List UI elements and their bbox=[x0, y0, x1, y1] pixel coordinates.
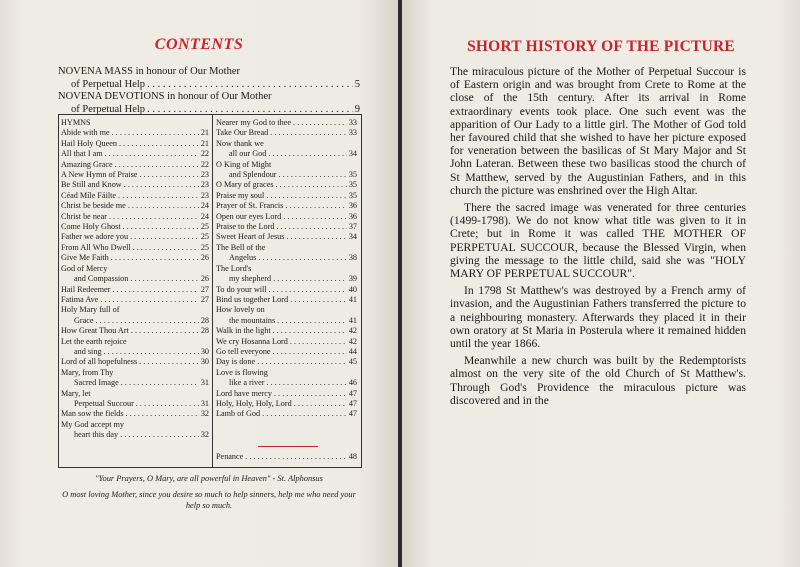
hymn-entry bbox=[61, 399, 209, 409]
leader-dots bbox=[285, 201, 347, 211]
page-number: 33 bbox=[348, 118, 357, 127]
history-paragraph: In 1798 St Matthew's was destroyed by a French army of invasion, and the Augustinian Fathers transferred the picture to a neighbouring monastery. Afterwards they placed it in their own oratory at St Maria in Posterula where it remained hidden until the year 1866. bbox=[450, 284, 746, 351]
hymn-title: my shepherd bbox=[229, 274, 272, 284]
hymn-entry bbox=[216, 232, 357, 242]
hymn-entry bbox=[61, 253, 209, 263]
hymn-title: Day is done bbox=[216, 357, 256, 367]
hymn-title: Praise to the Lord bbox=[216, 222, 275, 232]
hymns-left-list bbox=[61, 128, 209, 440]
hymn-title: O King of Might bbox=[216, 159, 272, 169]
hymn-entry bbox=[61, 160, 209, 170]
hymn-entry bbox=[61, 316, 209, 326]
leader-dots bbox=[270, 128, 347, 138]
hymn-entry bbox=[61, 128, 209, 138]
page-number: 24 bbox=[200, 211, 209, 221]
leader-dots bbox=[111, 253, 199, 263]
leader-dots bbox=[273, 326, 347, 336]
hymn-title: Let the earth rejoice bbox=[61, 336, 127, 346]
page-number: 5 bbox=[354, 78, 360, 90]
hymn-title: Man sow the fields bbox=[61, 409, 124, 419]
page-number: 22 bbox=[200, 159, 209, 169]
leader-dots bbox=[269, 285, 347, 295]
page-number: 36 bbox=[348, 211, 357, 221]
leader-dots bbox=[277, 316, 347, 326]
hymn-title: Sacred Image bbox=[74, 378, 119, 388]
novena-row bbox=[58, 79, 360, 92]
page-number: 30 bbox=[200, 357, 209, 367]
page-number: 47 bbox=[348, 398, 357, 408]
left-page bbox=[0, 0, 398, 567]
novena-list bbox=[58, 66, 360, 116]
novena-entry bbox=[58, 66, 360, 91]
hymn-entry bbox=[61, 368, 209, 378]
page-number: 35 bbox=[348, 180, 357, 190]
history-title: SHORT HISTORY OF THE PICTURE bbox=[467, 38, 735, 55]
page-number: 46 bbox=[348, 378, 357, 388]
hymn-title: Perpetual Succour bbox=[74, 398, 134, 408]
hymn-entry bbox=[216, 347, 357, 357]
page-number: 26 bbox=[200, 253, 209, 263]
leader-dots bbox=[118, 191, 199, 201]
hymns-box bbox=[58, 114, 362, 468]
history-paragraph: Meanwhile a new church was built by the Redemptorists almost on the very site of the old Church of St Matthew's. Through God's Providence the miraculous picture was discovered and in the bbox=[450, 354, 746, 407]
hymn-entry bbox=[61, 264, 209, 274]
hymns-column-left bbox=[61, 118, 209, 441]
page-number: 42 bbox=[348, 326, 357, 336]
page-number: 32 bbox=[200, 430, 209, 440]
leader-dots bbox=[112, 285, 198, 295]
leader-dots bbox=[283, 212, 347, 222]
hymn-title: Hail Redeemer bbox=[61, 284, 111, 294]
hymn-entry bbox=[61, 430, 209, 440]
page-number: 27 bbox=[200, 294, 209, 304]
page-number: 44 bbox=[348, 346, 357, 356]
hymn-title: The Bell of the bbox=[216, 242, 266, 252]
hymn-title: All that I am bbox=[61, 149, 103, 159]
leader-dots bbox=[100, 295, 198, 305]
hymn-title: Love is flowing bbox=[216, 367, 268, 377]
page-number: 26 bbox=[200, 274, 209, 284]
leader-dots bbox=[124, 180, 199, 190]
page-number: 32 bbox=[200, 409, 209, 419]
hymn-title: Go tell everyone bbox=[216, 346, 271, 356]
hymn-entry bbox=[216, 191, 357, 201]
hymn-title: A New Hymn of Praise bbox=[61, 170, 138, 180]
hymn-title: and sing bbox=[74, 346, 102, 356]
hymn-entry bbox=[216, 212, 357, 222]
hymn-entry bbox=[216, 409, 357, 419]
hymn-entry bbox=[216, 326, 357, 336]
hymn-entry bbox=[61, 243, 209, 253]
hymn-entry bbox=[61, 305, 209, 315]
hymn-title: Give Me Faith bbox=[61, 253, 109, 263]
page-number: 21 bbox=[200, 138, 209, 148]
hymn-title: Mary, from Thy bbox=[61, 367, 114, 377]
page-number: 9 bbox=[354, 103, 360, 115]
penance-entry bbox=[216, 452, 357, 461]
hymn-title: Lord have mercy bbox=[216, 388, 272, 398]
page-number: 41 bbox=[348, 294, 357, 304]
page-number: 36 bbox=[348, 201, 357, 211]
hymn-entry bbox=[216, 118, 357, 128]
leader-dots bbox=[273, 274, 347, 284]
page-number: 33 bbox=[348, 128, 357, 138]
hymn-entry bbox=[216, 253, 357, 263]
page-number: 24 bbox=[200, 201, 209, 211]
hymn-entry bbox=[216, 170, 357, 180]
hymn-title: Holy, Holy, Holy, Lord bbox=[216, 398, 292, 408]
hymn-entry bbox=[216, 389, 357, 399]
hymn-entry bbox=[216, 201, 357, 211]
hymn-title: Fatima Ave bbox=[61, 294, 99, 304]
page-number: 39 bbox=[348, 274, 357, 284]
leader-dots bbox=[293, 118, 347, 128]
hymn-title: Amazing Grace bbox=[61, 159, 113, 169]
hymn-entry bbox=[61, 420, 209, 430]
leader-dots bbox=[290, 337, 347, 347]
hymn-title: Grace bbox=[74, 315, 94, 325]
novena-entry bbox=[58, 91, 360, 116]
leader-dots bbox=[96, 316, 199, 326]
hymn-title: To do your will bbox=[216, 284, 267, 294]
leader-dots bbox=[133, 243, 199, 253]
page-number: 25 bbox=[200, 242, 209, 252]
prayer-text: O most loving Mother, since you desire so much to help sinners, help me who need your help so much. bbox=[62, 490, 356, 510]
hymn-entry bbox=[216, 337, 357, 347]
hymn-entry bbox=[216, 222, 357, 232]
page-number: 37 bbox=[348, 222, 357, 232]
hymn-title: Christ be beside me bbox=[61, 201, 126, 211]
hymn-entry bbox=[61, 378, 209, 388]
novena-title: of Perpetual Help bbox=[71, 103, 146, 115]
hymn-title: How lovely on bbox=[216, 305, 265, 315]
hymn-title: all our God bbox=[229, 149, 267, 159]
page-number: 28 bbox=[200, 315, 209, 325]
leader-dots bbox=[109, 212, 199, 222]
history-paragraph: There the sacred image was venerated for three centuries (1499-1798). We do not know what title was given to it in Crete; but in Rome it was called THE MOTHER OF PERPETUAL SUCCOUR, because the Blessed Virgin, when giving the message to the little child, said she was "HOLY MARY OF PERPETUAL SUCCOUR". bbox=[450, 201, 746, 281]
hymn-entry bbox=[216, 285, 357, 295]
page-number: 34 bbox=[348, 232, 357, 242]
hymn-title: Walk in the light bbox=[216, 326, 271, 336]
hymn-title: Now thank we bbox=[216, 138, 264, 148]
hymn-entry bbox=[216, 399, 357, 409]
page-number: 34 bbox=[348, 149, 357, 159]
hymn-title: From All Who Dwell bbox=[61, 242, 131, 252]
page-number: 31 bbox=[200, 398, 209, 408]
leader-dots bbox=[262, 409, 347, 419]
leader-dots bbox=[123, 222, 199, 232]
leader-dots bbox=[105, 149, 199, 159]
page-number: 38 bbox=[348, 253, 357, 263]
leader-dots bbox=[128, 201, 199, 211]
hymn-title: Angelus bbox=[229, 253, 257, 263]
hymn-entry bbox=[216, 243, 357, 253]
page-number: 45 bbox=[348, 357, 357, 367]
hymn-entry bbox=[216, 295, 357, 305]
leader-dots bbox=[126, 409, 199, 419]
page-number: 23 bbox=[200, 190, 209, 200]
hymn-entry bbox=[61, 191, 209, 201]
hymn-title: Open our eyes Lord bbox=[216, 211, 282, 221]
leader-dots bbox=[294, 399, 347, 409]
hymn-entry bbox=[216, 368, 357, 378]
page-number: 23 bbox=[200, 180, 209, 190]
hymn-entry bbox=[61, 180, 209, 190]
leader-dots bbox=[147, 79, 353, 92]
hymn-title: Nearer my God to thee bbox=[216, 118, 292, 127]
hymn-title: Praise my soul bbox=[216, 190, 265, 200]
hymn-entry bbox=[61, 274, 209, 284]
right-page bbox=[402, 0, 800, 567]
leader-dots bbox=[112, 128, 199, 138]
novena-line: NOVENA MASS in honour of Our Mother bbox=[58, 66, 240, 77]
column-divider bbox=[212, 115, 213, 467]
leader-dots bbox=[121, 378, 199, 388]
hymn-title: The Lord's bbox=[216, 263, 252, 273]
history-paragraph: The miraculous picture of the Mother of Perpetual Succour is of Eastern origin and was brought from Crete to Rome at the close of the 15th century. After its arrival in Rome extraordinary events took place. One such event was the apparition of Our Lady to a little girl. The Mother of God told her favoured child that she wished to have her picture exposed for veneration between the basilicas of St Mary Major and St John Lateran. Between these two basilicas stood the church of St Matthew, served by the Augustinian Fathers, and in this church the picture was enshrined over the High Altar. bbox=[450, 65, 746, 197]
penance-title: Penance bbox=[216, 452, 244, 461]
hymn-entry bbox=[61, 170, 209, 180]
hymn-title: O Mary of graces bbox=[216, 180, 274, 190]
leader-dots bbox=[139, 170, 198, 180]
hymn-title: Sweet Heart of Jesus bbox=[216, 232, 285, 242]
page-number: 35 bbox=[348, 170, 357, 180]
page-number: 35 bbox=[348, 190, 357, 200]
page-number: 47 bbox=[348, 409, 357, 419]
hymn-entry bbox=[61, 201, 209, 211]
leader-dots bbox=[139, 357, 199, 367]
leader-dots bbox=[115, 160, 199, 170]
hymn-title: Bind us together Lord bbox=[216, 294, 289, 304]
leader-dots bbox=[276, 222, 346, 232]
hymn-entry bbox=[61, 149, 209, 159]
hymn-title: My God accept my bbox=[61, 419, 124, 429]
leader-dots bbox=[131, 326, 199, 336]
hymn-title: Abide with me bbox=[61, 128, 110, 138]
leader-dots bbox=[286, 232, 346, 242]
hymn-entry bbox=[61, 222, 209, 232]
leader-dots bbox=[266, 378, 346, 388]
hymn-entry bbox=[216, 305, 357, 315]
leader-dots bbox=[130, 274, 198, 284]
page-number: 22 bbox=[200, 149, 209, 159]
history-text bbox=[450, 65, 746, 411]
page-number: 27 bbox=[200, 284, 209, 294]
hymn-title: Prayer of St. Francis bbox=[216, 201, 284, 211]
leader-dots bbox=[136, 399, 199, 409]
hymn-entry bbox=[61, 295, 209, 305]
hymn-title: We cry Hosanna Lord bbox=[216, 336, 288, 346]
page-number: 25 bbox=[200, 232, 209, 242]
novena-line: NOVENA DEVOTIONS in honour of Our Mother bbox=[58, 91, 272, 102]
leader-dots bbox=[104, 347, 199, 357]
hymn-entry bbox=[216, 274, 357, 284]
hymn-title: the mountains bbox=[229, 315, 276, 325]
hymn-title: Hail Holy Queen bbox=[61, 138, 117, 148]
hymn-title: heart this day bbox=[74, 430, 119, 440]
hymn-title: Come Holy Ghost bbox=[61, 222, 121, 232]
leader-dots bbox=[257, 357, 347, 367]
page-number: 28 bbox=[200, 326, 209, 336]
contents-title: CONTENTS bbox=[154, 36, 244, 53]
hymn-entry bbox=[61, 285, 209, 295]
hymn-entry bbox=[61, 389, 209, 399]
hymn-entry bbox=[61, 337, 209, 347]
hymn-entry bbox=[216, 128, 357, 138]
hymn-entry bbox=[216, 264, 357, 274]
leader-dots bbox=[290, 295, 347, 305]
hymn-title: God of Mercy bbox=[61, 263, 108, 273]
hymn-entry bbox=[216, 160, 357, 170]
leader-dots bbox=[276, 180, 347, 190]
page-number: 40 bbox=[348, 284, 357, 294]
hymn-entry bbox=[61, 409, 209, 419]
page-number: 21 bbox=[200, 128, 209, 138]
page-number: 48 bbox=[348, 452, 357, 461]
leader-dots bbox=[258, 253, 347, 263]
novena-title: of Perpetual Help bbox=[71, 78, 146, 90]
alphonsus-quote: "Your Prayers, O Mary, are all powerful in Heaven" - St. Alphonsus bbox=[95, 474, 323, 483]
hymn-entry bbox=[216, 180, 357, 190]
hymns-right-list bbox=[216, 118, 357, 420]
hymn-title: Lamb of God bbox=[216, 409, 261, 419]
hymn-entry bbox=[216, 149, 357, 159]
hymn-entry bbox=[216, 316, 357, 326]
penance-row bbox=[216, 452, 357, 461]
page-number: 30 bbox=[200, 346, 209, 356]
hymn-title: and Splendour bbox=[229, 170, 277, 180]
hymn-title: How Great Thou Art bbox=[61, 326, 129, 336]
hymn-title: Take Our Bread bbox=[216, 128, 269, 138]
page-number: 25 bbox=[200, 222, 209, 232]
hymn-entry bbox=[216, 139, 357, 149]
hymn-entry bbox=[61, 212, 209, 222]
leader-dots bbox=[274, 389, 347, 399]
leader-dots bbox=[273, 347, 347, 357]
hymns-column-right bbox=[216, 118, 357, 420]
page-number: 41 bbox=[348, 315, 357, 325]
hymn-title: Mary, let bbox=[61, 388, 91, 398]
hymns-heading: HYMNS bbox=[61, 118, 91, 127]
hymn-entry bbox=[61, 326, 209, 336]
hymn-entry bbox=[61, 139, 209, 149]
hymn-title: Céad Míle Fáilte bbox=[61, 190, 117, 200]
hymn-entry bbox=[216, 378, 357, 388]
leader-dots bbox=[245, 452, 347, 461]
hymn-entry bbox=[216, 357, 357, 367]
hymn-title: Lord of all hopefulness bbox=[61, 357, 138, 367]
leader-dots bbox=[268, 149, 347, 159]
leader-dots bbox=[130, 232, 199, 242]
hymn-entry bbox=[61, 357, 209, 367]
hymn-title: Holy Mary full of bbox=[61, 305, 120, 315]
leader-dots bbox=[120, 430, 199, 440]
leader-dots bbox=[119, 139, 199, 149]
hymn-title: and Compassion bbox=[74, 274, 129, 284]
leader-dots bbox=[279, 170, 347, 180]
hymn-title: Father we adore you bbox=[61, 232, 129, 242]
hymn-title: Christ be near bbox=[61, 211, 107, 221]
leader-dots bbox=[266, 191, 347, 201]
hymn-title: Be Still and Know bbox=[61, 180, 122, 190]
red-rule bbox=[258, 446, 318, 447]
page-number: 42 bbox=[348, 336, 357, 346]
page-number: 31 bbox=[200, 378, 209, 388]
hymn-entry bbox=[61, 347, 209, 357]
hymn-entry bbox=[61, 232, 209, 242]
page-number: 47 bbox=[348, 388, 357, 398]
hymn-title: like a river bbox=[229, 378, 265, 388]
page-number: 23 bbox=[200, 170, 209, 180]
